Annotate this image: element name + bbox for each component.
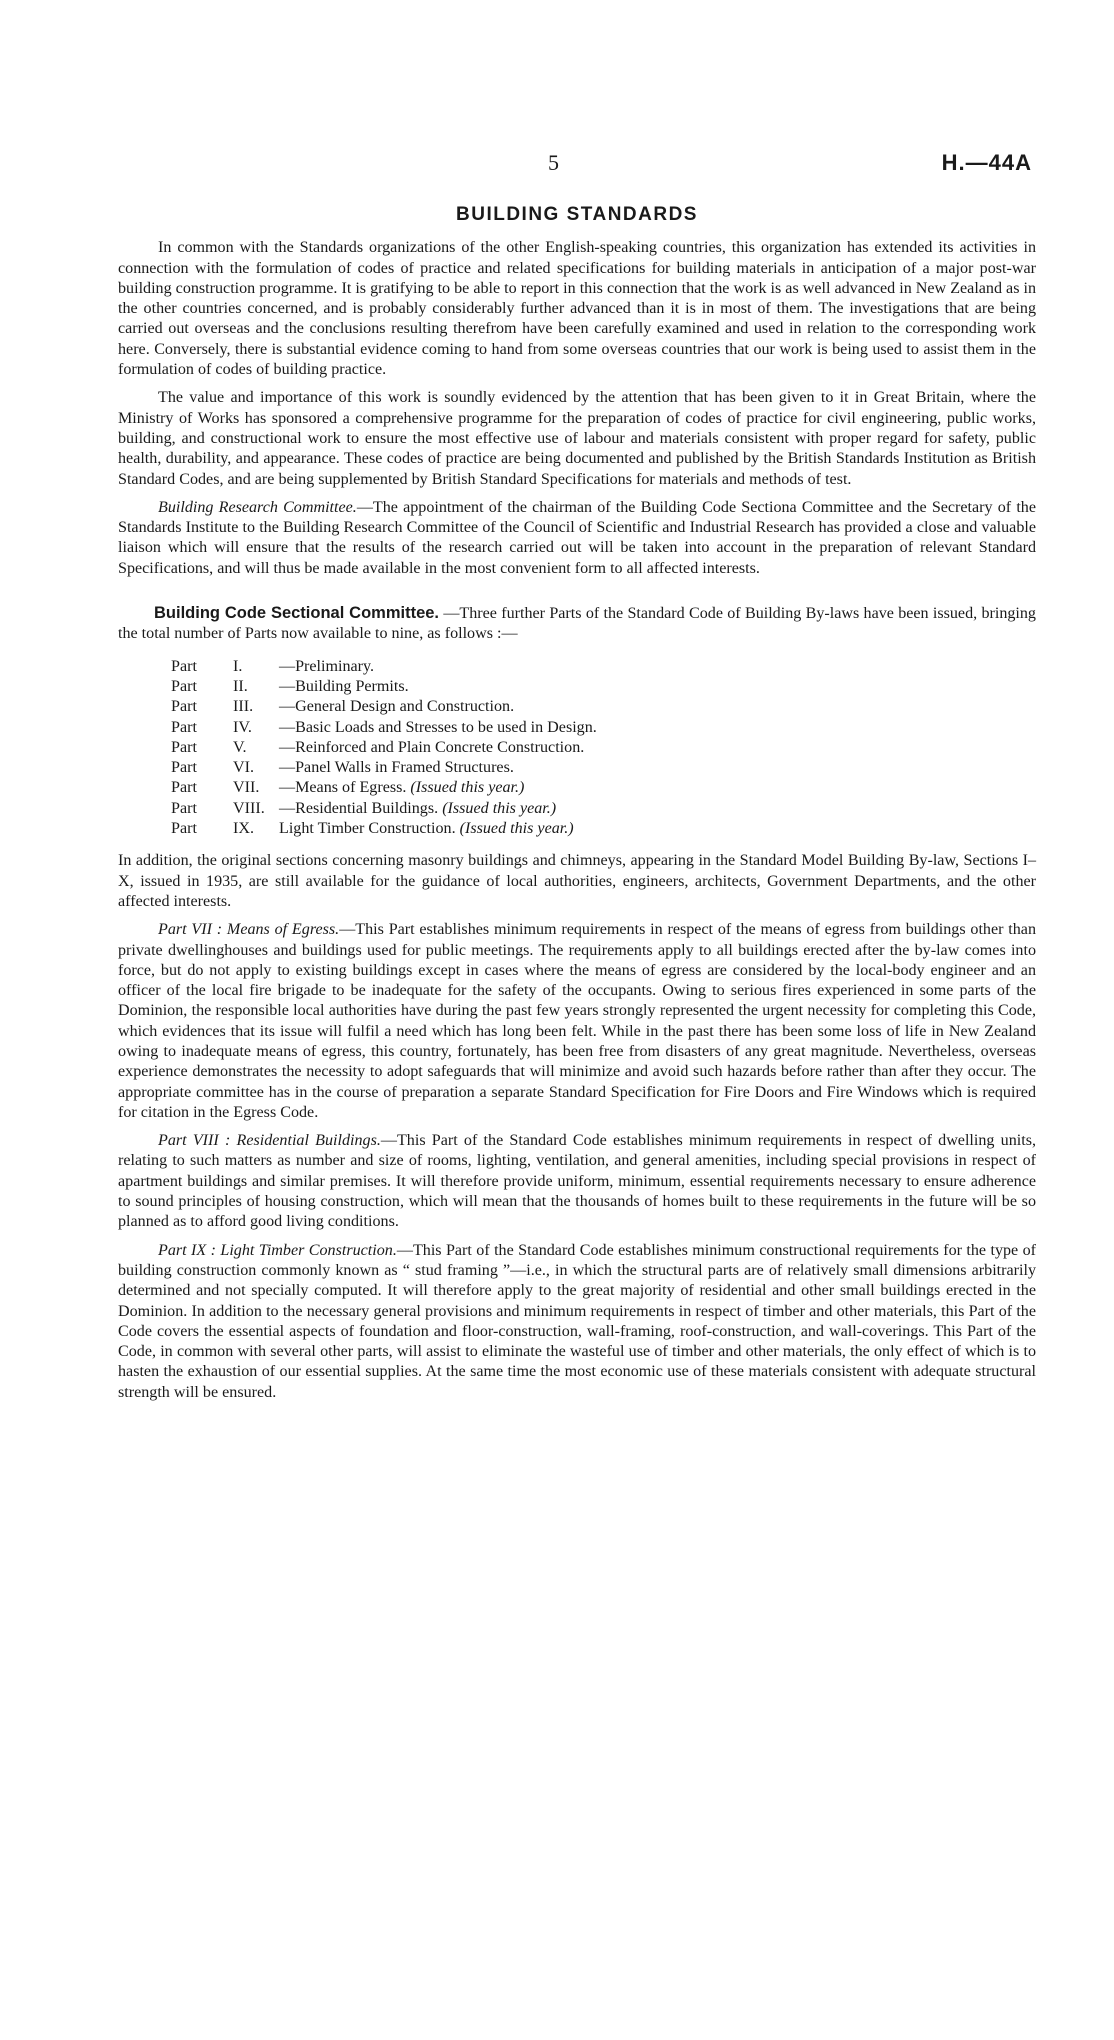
paragraph-original-sections: In addition, the original sections concerning masonry buildings and chimneys, appearing in the Standard Model Building By-law, Sections I–X, issued in 1935, are still available for the guidance of local authorities, engineers, architects, Government Departments, and the other affected interests. [118, 852, 1036, 910]
paragraph-part-ix [118, 1241, 1036, 1403]
part-number: IX. [233, 820, 255, 838]
part-title: —Building Permits. [279, 677, 409, 695]
part-title: —Residential Buildings. [279, 799, 439, 817]
part-label: Part [171, 657, 197, 675]
part-title: —Panel Walls in Framed Structures. [279, 759, 514, 777]
paragraph-body: —Three further Parts of the Standard Code of Building By-laws have been issued, bringing the total number of Parts now available to nine, as follows :— [118, 605, 1036, 643]
paragraph-body: —This Part establishes minimum requirements in respect of the means of egress from buildings other than private dwellinghouses and buildings used for public meetings. The requirements apply to all buildings erected after the by-law comes into force, but do not apply to existing buildings except in cases where the means of egress are considered by the local-body engineer and an officer of the local fire brigade to be inadequate for the safety of the occupants. Owing to serious fires experienced in some parts of the Dominion, the responsible local authorities have during the past few years strongly represented the urgent necessity for completing this Code, which evidences that its issue will fulfil a need which has long been felt. While in the past there has been some loss of life in New Zealand owing to inadequate means of egress, this country, fortunately, has been free from disasters of any great magnitude. Nevertheless, overseas experience demonstrates the necessity to adopt safeguards that will minimize and avoid such hazards before rather than after they occur. The appropriate committee has in the course of preparation a separate Standard Specification for Fire Doors and Fire Windows which is required for citation in the Egress Code. [118, 921, 1036, 1121]
part-number: V. [233, 738, 247, 756]
paragraph-body: —The appointment of the chairman of the Building Code Sectiona Committee and the Secretary of the Standards Institute to the Building Research Committee of the Council of Scientific and Industrial Research has provided a close and valuable liaison which will ensure that the results of the research carried out will be taken into account in the preparation of relevant Standard Specifications, and will thus be made available in the most convenient form to all affected interests. [118, 498, 1036, 577]
paragraph-intro: In common with the Standards organizations of the other English-speaking countries, this organization has extended its activities in connection with the formulation of codes of practice and related specifications for building materials in anticipation of a major post-war building construction programme. It is gratifying to be able to report in this connection that the work is as well advanced in New Zealand as in the other countries concerned, and is probably considerably further advanced than it is in most of them. The investigations that are being carried out overseas and the conclusions resulting therefrom have been carefully examined and used in relation to the corresponding work here. Conversely, there is substantial evidence coming to hand from some overseas countries that our work is being used to assist them in the formulation of codes of building practice. [118, 239, 1036, 379]
list-item [171, 677, 1036, 697]
part-number: VI. [233, 759, 255, 777]
part-number: I. [233, 657, 243, 675]
page-number: 5 [548, 150, 559, 175]
paragraph-body: —This Part of the Standard Code establishes minimum requirements in respect of dwelling units, relating to such matters as number and size of rooms, lighting, ventilation, and general amenities, including special provisions in respect of apartment buildings and similar premises. It will therefore provide uniform, minimum, essential requirements necessary to ensure adherence to sound principles of housing construction, which will mean that the thousands of homes built to these requirements in the future will be so planned as to afford good living conditions. [118, 1132, 1036, 1231]
part-title: —Preliminary. [279, 657, 375, 675]
part-label: Part [171, 779, 197, 797]
paragraph-value-importance: The value and importance of this work is soundly evidenced by the attention that has been given to it in Great Britain, where the Ministry of Works has sponsored a comprehensive programme for the preparation of codes of practice for civil engineering, public works, building, and constructional work to ensure the most effective use of labour and materials consistent with proper regard for safety, public health, durability, and appearance. These codes of practice are being documented and published by the British Standards Institution as British Standard Codes, and are being supplemented by British Standard Specifications for materials and methods of test. [118, 389, 1036, 488]
part-label: Part [171, 677, 197, 695]
paragraph-lead-heading: Part IX : Light Timber Construction. [158, 1241, 397, 1259]
paragraph-lead-heading: Building Research Committee. [158, 498, 357, 516]
paragraph-part-vii [118, 920, 1036, 1123]
list-item [171, 657, 1036, 677]
paragraph-building-research-committee [118, 498, 1036, 579]
section-title: BUILDING STANDARDS [456, 204, 698, 225]
list-item [171, 778, 1036, 798]
part-label: Part [171, 799, 197, 817]
parts-list [171, 657, 1036, 840]
paragraph-part-viii [118, 1131, 1036, 1232]
list-item [171, 799, 1036, 819]
part-label: Part [171, 759, 197, 777]
part-label: Part [171, 718, 197, 736]
part-label: Part [171, 820, 197, 838]
part-issue-note: (Issued this year.) [442, 799, 557, 817]
part-label: Part [171, 738, 197, 756]
part-issue-note: (Issued this year.) [410, 779, 525, 797]
part-title: Light Timber Construction. [279, 820, 456, 838]
part-title: —Reinforced and Plain Concrete Construction. [279, 738, 585, 756]
list-item [171, 758, 1036, 778]
part-issue-note: (Issued this year.) [459, 820, 574, 838]
list-item [171, 697, 1036, 717]
paragraph-lead-heading: Part VIII : Residential Buildings. [158, 1132, 381, 1150]
paragraph-lead-heading: Part VII : Means of Egress. [158, 921, 340, 939]
page-content [118, 205, 1036, 1411]
part-title: —General Design and Construction. [279, 698, 515, 716]
part-number: II. [233, 677, 248, 695]
paragraph-lead-heading: Building Code Sectional Committee. [154, 604, 440, 623]
part-number: VIII. [233, 799, 265, 817]
list-item [171, 738, 1036, 758]
part-title: —Basic Loads and Stresses to be used in Design. [279, 718, 597, 736]
part-number: IV. [233, 718, 252, 736]
part-title: —Means of Egress. [279, 779, 407, 797]
document-reference: H.—44A [941, 150, 1032, 175]
paragraph-body: —This Part of the Standard Code establishes minimum constructional requirements for the type of building construction commonly known as “ stud framing ”—i.e., in which the structural parts are of relatively small dimensions arbitrarily determined and not specially computed. It will therefore apply to the great majority of residential and other small buildings erected in the Dominion. In addition to the necessary general provisions and minimum requirements in respect of timber and other materials, this Part of the Code covers the essential aspects of foundation and floor-construction, wall-framing, roof-construction, and wall-coverings. This Part of the Code, in common with several other parts, will assist to eliminate the wasteful use of timber and other materials, the only effect of which is to hasten the exhaustion of our essential supplies. At the same time the most economic use of these materials consistent with adequate structural strength will be ensured. [118, 1241, 1036, 1401]
part-label: Part [171, 698, 197, 716]
part-number: III. [233, 698, 254, 716]
list-item [171, 819, 1036, 839]
part-number: VII. [233, 779, 260, 797]
paragraph-building-code-committee [118, 603, 1036, 645]
list-item [171, 718, 1036, 738]
